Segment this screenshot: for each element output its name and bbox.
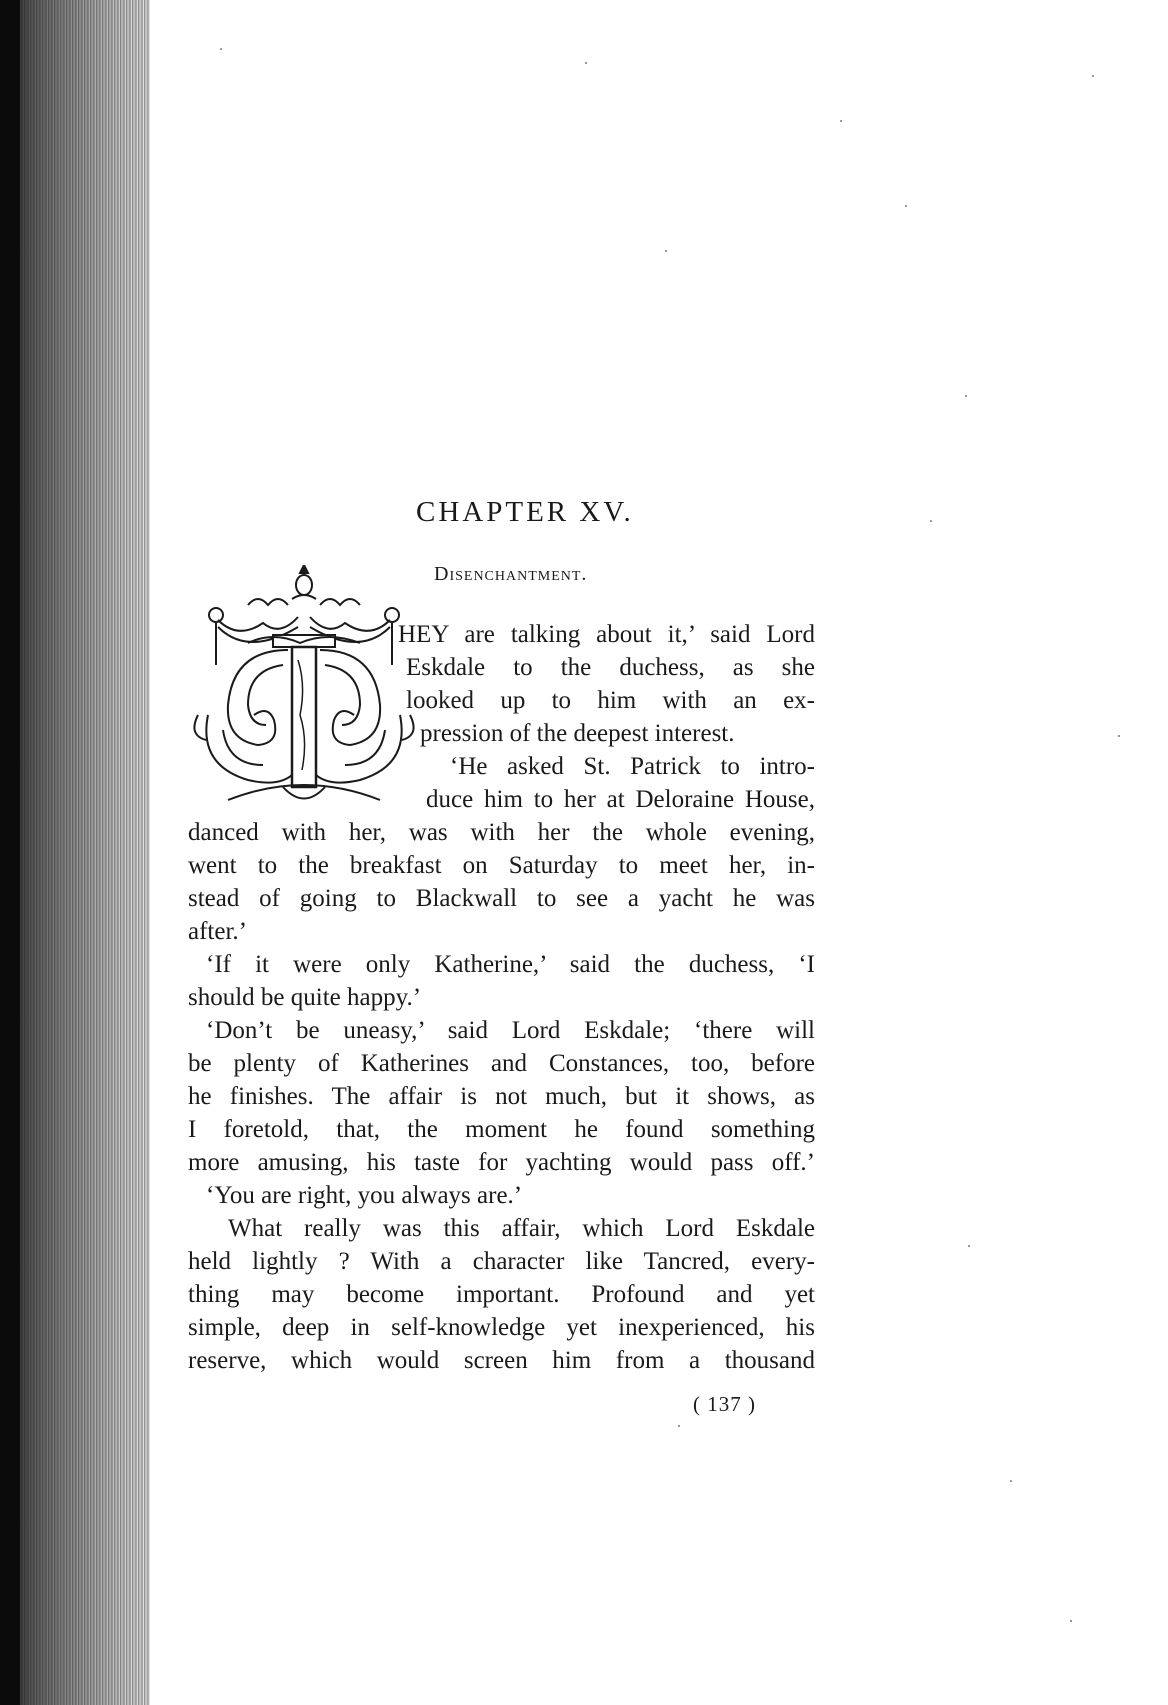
text-line: reserve, which would screen him from a thousand (188, 1347, 815, 1374)
scan-speck (665, 250, 667, 252)
scan-speck (678, 1425, 680, 1427)
text-line: duce him to her at Deloraine House, (426, 786, 815, 813)
scan-speck (965, 395, 967, 397)
scan-speck (220, 48, 222, 50)
scan-speck (840, 120, 842, 122)
text-line: ‘He asked St. Patrick to intro- (450, 753, 815, 780)
chapter-subtitle: Disenchantment. (434, 563, 588, 585)
text-line: looked up to him with an ex- (406, 687, 815, 714)
text-line: went to the breakfast on Saturday to meet her, in- (188, 852, 815, 879)
scan-speck (905, 205, 907, 207)
text-line: What really was this affair, which Lord Eskdale (228, 1215, 815, 1242)
text-line: ‘If it were only Katherine,’ said the duchess, ‘I (206, 951, 815, 978)
text-line: Eskdale to the duchess, as she (406, 654, 815, 681)
scan-speck (1010, 1480, 1012, 1482)
text-line: he finishes. The affair is not much, but it shows, as (188, 1083, 815, 1110)
scan-speck (1118, 735, 1120, 737)
text-line: HEY are talking about it,’ said Lord (398, 621, 815, 648)
chapter-title: CHAPTER XV. (416, 496, 634, 528)
book-binding-edge (0, 0, 150, 1705)
text-line: thing may become important. Profound and yet (188, 1281, 815, 1308)
text-line: held lightly ? With a character like Tancred, every- (188, 1248, 815, 1275)
text-line: ‘You are right, you always are.’ (206, 1182, 523, 1209)
text-line: I foretold, that, the moment he found something (188, 1116, 815, 1143)
text-line: ‘Don’t be uneasy,’ said Lord Eskdale; ‘there will (206, 1017, 815, 1044)
text-line: more amusing, his taste for yachting would pass off.’ (188, 1149, 815, 1176)
text-line: should be quite happy.’ (188, 984, 422, 1011)
page-number: ( 137 ) (693, 1392, 756, 1416)
scan-speck (968, 1245, 970, 1247)
text-line: danced with her, was with her the whole evening, (188, 819, 815, 846)
binding-shadow (0, 0, 20, 1705)
ornamental-initial-t-icon (188, 565, 418, 815)
text-line: simple, deep in self-knowledge yet inexperienced, his (188, 1314, 815, 1341)
scan-speck (1070, 1620, 1072, 1622)
text-line: be plenty of Katherines and Constances, too, before (188, 1050, 815, 1077)
text-line: after.’ (188, 918, 247, 945)
scan-speck (1092, 75, 1094, 77)
scan-speck (585, 62, 587, 64)
text-line: stead of going to Blackwall to see a yacht he was (188, 885, 815, 912)
scan-speck (930, 520, 932, 522)
text-line: pression of the deepest interest. (420, 720, 735, 747)
